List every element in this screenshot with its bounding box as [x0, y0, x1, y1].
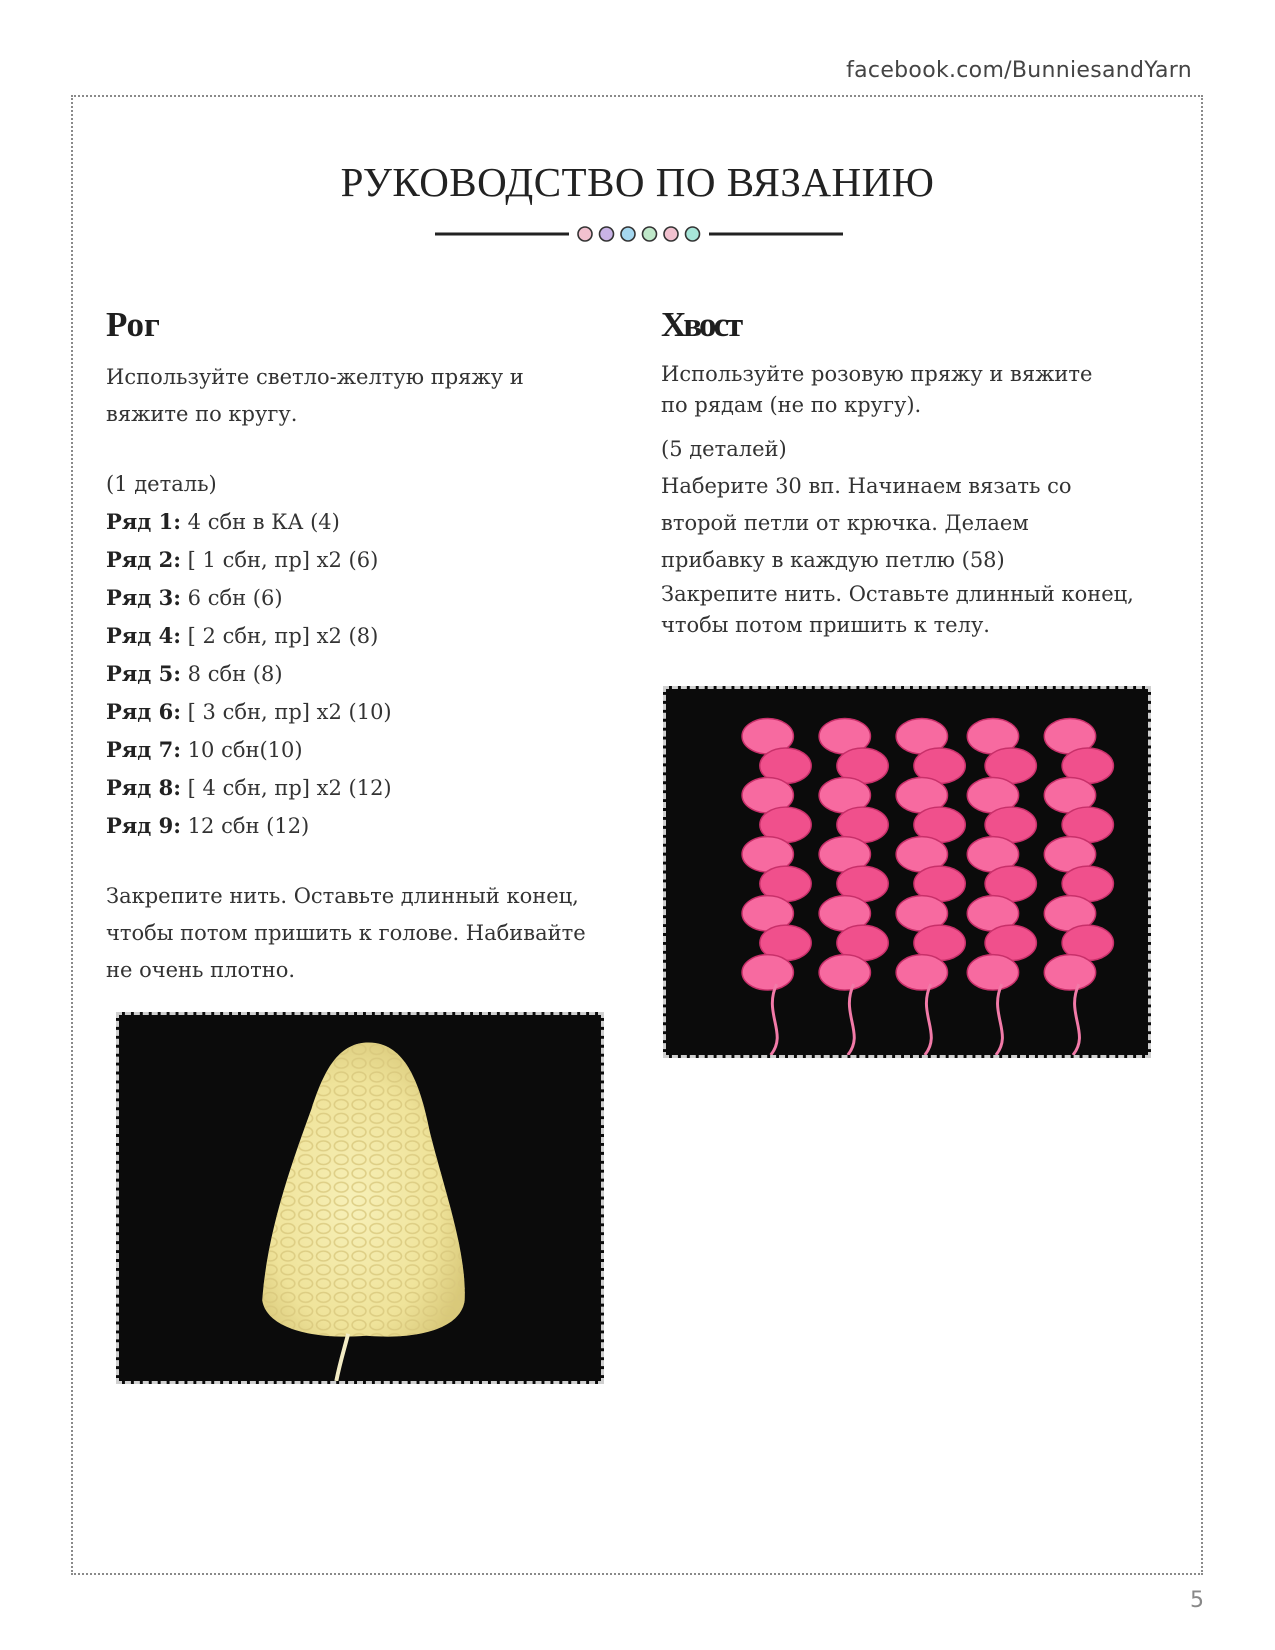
horn-heading: Рог — [106, 305, 160, 344]
horn-row-9: Ряд 9: 12 сбн (12) — [106, 813, 310, 838]
page-title: РУКОВОДСТВО ПО ВЯЗАНИЮ — [340, 159, 935, 205]
horn-row-8: Ряд 8: [ 4 сбн, пр] x2 (12) — [106, 775, 392, 800]
tail-intro-line: Используйте розовую пряжу и вяжите — [661, 362, 1093, 386]
header-url[interactable]: facebook.com/BunniesandYarn — [846, 58, 1192, 83]
page-number: 5 — [1190, 1588, 1204, 1613]
horn-row-1: Ряд 1: 4 сбн в КА (4) — [106, 509, 340, 534]
ornament-dot — [600, 227, 614, 241]
horn-intro-line: Используйте светло-желтую пряжу и — [106, 365, 524, 389]
horn-row-4: Ряд 4: [ 2 сбн, пр] x2 (8) — [106, 623, 379, 648]
horn-count: (1 деталь) — [106, 472, 217, 496]
tail-section — [661, 305, 1181, 641]
tail-heading: Хвост — [661, 305, 741, 344]
horn-section — [106, 305, 626, 989]
horn-finish-line: Закрепите нить. Оставьте длинный конец, — [106, 884, 579, 908]
tail-photo — [663, 686, 1151, 1058]
horn-photo — [116, 1012, 604, 1384]
ornament-dot — [578, 227, 592, 241]
tail-body-line: второй петли от крючка. Делаем — [661, 511, 1029, 535]
ornament-dot — [664, 227, 678, 241]
tail-finish-line: чтобы потом пришить к телу. — [661, 613, 990, 637]
horn-row-7: Ряд 7: 10 сбн(10) — [106, 737, 303, 762]
ornament-dot — [686, 227, 700, 241]
ornament-dot — [621, 227, 635, 241]
horn-finish-line: чтобы потом пришить к голове. Набивайте — [106, 921, 586, 945]
horn-row-6: Ряд 6: [ 3 сбн, пр] x2 (10) — [106, 699, 392, 724]
tail-count: (5 деталей) — [661, 437, 787, 461]
title-ornament — [435, 224, 843, 244]
horn-finish-line: не очень плотно. — [106, 958, 296, 982]
horn-row-2: Ряд 2: [ 1 сбн, пр] x2 (6) — [106, 547, 379, 572]
ornament-dot — [643, 227, 657, 241]
tail-body-line: прибавку в каждую петлю (58) — [661, 548, 1005, 572]
tail-intro-line: по рядам (не по кругу). — [661, 393, 922, 417]
tail-finish-line: Закрепите нить. Оставьте длинный конец, — [661, 582, 1134, 606]
horn-row-5: Ряд 5: 8 сбн (8) — [106, 661, 283, 686]
horn-intro-line: вяжите по кругу. — [106, 402, 298, 426]
horn-row-3: Ряд 3: 6 сбн (6) — [106, 585, 283, 610]
tail-body-line: Наберите 30 вп. Начинаем вязать со — [661, 474, 1072, 498]
